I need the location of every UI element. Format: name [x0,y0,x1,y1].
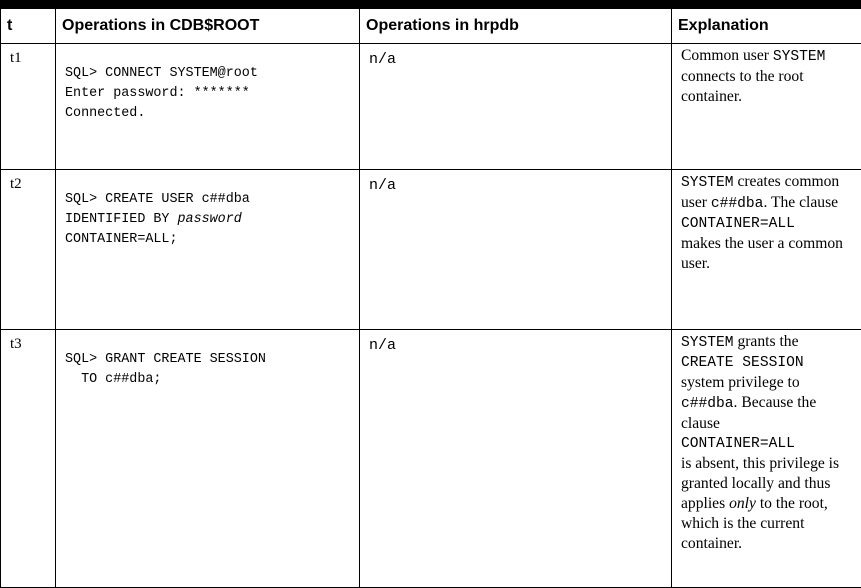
explanation-cell [672,170,861,330]
explanation-text: is absent, this privilege is granted locally and thus applies [681,455,839,512]
hrpdb-cell: n/a [360,330,672,588]
table-row [1,44,861,170]
cdb-root-sql-cell [56,44,360,170]
explanation-cell [672,330,861,588]
sql-line: SQL> GRANT CREATE SESSION [65,350,359,370]
explanation-text: grants the [734,333,799,350]
explanation-text: Common user [681,47,773,64]
sql-line: Connected. [65,104,359,124]
explanation-code: CREATE SESSION [681,353,857,373]
sql-line: SQL> CONNECT SYSTEM@root [65,64,359,84]
sql-line: Enter password: ******* [65,84,359,104]
explanation-text: . Because the clause [681,394,816,432]
table-row [1,330,861,588]
header-row [1,9,861,44]
cdb-root-sql-cell [56,330,360,588]
header-cdb-root: Operations in CDB$ROOT [56,9,360,44]
explanation-text: connects to the root container. [681,67,857,107]
header-explanation: Explanation [672,9,861,44]
explanation-text: . The clause [763,194,838,211]
sql-keyword: IDENTIFIED BY [65,212,178,227]
explanation-text: makes the user a common user. [681,235,843,272]
operations-table [0,9,861,588]
sql-line [65,210,359,230]
explanation-emphasis: only [729,495,756,512]
time-cell: t2 [1,170,56,330]
explanation-cell [672,44,861,170]
explanation-code: c##dba [681,396,734,412]
explanation-code: c##dba [711,196,764,212]
explanation-code: SYSTEM [681,175,734,191]
cdb-root-sql-cell [56,170,360,330]
sql-line: TO c##dba; [65,370,359,390]
explanation-code: SYSTEM [681,335,734,351]
explanation-text: creates common user [681,173,839,211]
time-cell: t1 [1,44,56,170]
explanation-code: CONTAINER=ALL [681,434,857,454]
sql-placeholder: password [178,212,242,227]
header-t: t [1,9,56,44]
explanation-text: system privilege to [681,373,857,393]
sql-line: CONTAINER=ALL; [65,230,359,250]
explanation-text: to the root, which is the current container. [681,495,828,552]
header-hrpdb: Operations in hrpdb [360,9,672,44]
time-cell: t3 [1,330,56,588]
table-row [1,170,861,330]
hrpdb-cell: n/a [360,170,672,330]
header-rule [0,0,861,9]
hrpdb-cell: n/a [360,44,672,170]
explanation-code: SYSTEM [773,49,826,65]
sql-line: SQL> CREATE USER c##dba [65,190,359,210]
explanation-code: CONTAINER=ALL [681,214,857,234]
